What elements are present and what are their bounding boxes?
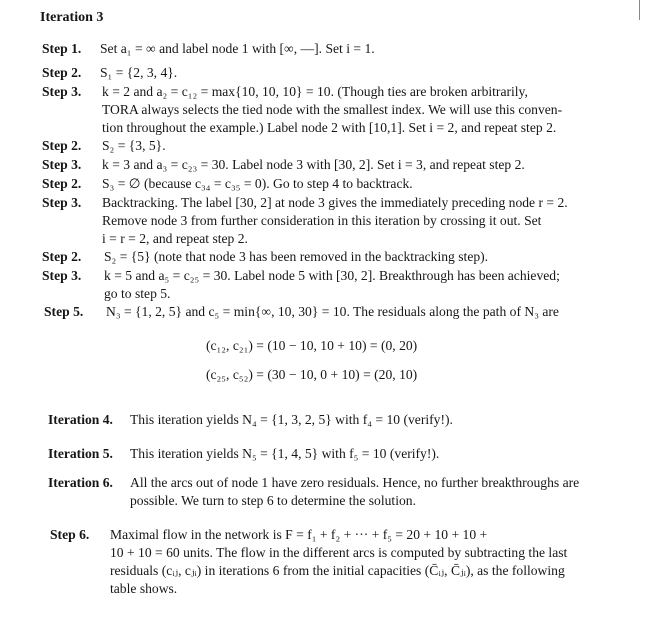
- step-block: [42, 175, 622, 193]
- step-line: Backtracking. The label [30, 2] at node 3 gives the immediately preceding node r = 2.: [102, 195, 568, 210]
- step-block: [42, 40, 622, 58]
- step-text: [102, 194, 622, 248]
- step-text: [104, 248, 622, 266]
- iteration-label: Iteration 5.: [48, 446, 113, 461]
- page-edge-rule: [639, 0, 640, 20]
- step-text: [104, 267, 624, 303]
- step-label: Step 3.: [42, 195, 82, 210]
- step-block: [42, 64, 622, 82]
- step-block: [42, 156, 622, 174]
- step-text: [102, 156, 622, 174]
- step-block: [42, 194, 622, 248]
- iteration-label: Iteration 6.: [48, 475, 113, 490]
- step-line: S₃ = ∅ (because c₃₄ = c₃₅ = 0). Go to step 4 to backtrack.: [102, 176, 413, 191]
- iteration-block: [48, 411, 616, 429]
- final-step-line: residuals (cᵢⱼ, cⱼᵢ) in iterations 6 from the initial capacities (C̄ᵢⱼ, C̄ⱼᵢ), as the following: [110, 563, 565, 578]
- step-line: N₃ = {1, 2, 5} and c₅ = min{∞, 10, 30} = 10. The residuals along the path of N₃ are: [106, 304, 559, 319]
- iteration-block: [48, 474, 616, 510]
- final-step-text: [110, 526, 618, 598]
- step-text: [102, 83, 622, 137]
- iteration-text: [130, 445, 616, 463]
- final-step-block: [50, 526, 618, 598]
- step-block: [42, 137, 622, 155]
- step-line: go to step 5.: [104, 286, 171, 301]
- step-text: [100, 40, 622, 58]
- step-text: [102, 175, 622, 193]
- step-line: k = 2 and a₂ = c₁₂ = max{10, 10, 10} = 10. (Though ties are broken arbitrarily,: [102, 84, 528, 99]
- residual-equation: (c₂₅, c₅₂) = (30 − 10, 0 + 10) = (20, 10): [206, 367, 418, 382]
- step-line: S₂ = {5} (note that node 3 has been removed in the backtracking step).: [104, 249, 489, 264]
- iteration-line: All the arcs out of node 1 have zero residuals. Hence, no further breakthroughs are: [130, 475, 580, 490]
- step-label: Step 2.: [42, 249, 82, 264]
- step-block: [42, 248, 622, 266]
- step-line: k = 5 and a₅ = c₂₅ = 30. Label node 5 with [30, 2]. Breakthrough has been achieved;: [104, 268, 560, 283]
- step-block: [42, 267, 624, 303]
- iteration-block: [48, 445, 616, 463]
- final-step-line: 10 + 10 = 60 units. The flow in the different arcs is computed by subtracting the last: [110, 545, 568, 560]
- step-line: tion throughout the example.) Label node 2 with [10,1]. Set i = 2, and repeat step 2.: [102, 120, 557, 135]
- step-line: S₂ = {3, 5}.: [102, 138, 166, 153]
- iteration-text: [130, 411, 616, 429]
- step-block: [42, 83, 622, 137]
- step-line: Remove node 3 from further consideration in this iteration by crossing it out. Set: [102, 213, 542, 228]
- step-line: i = r = 2, and repeat step 2.: [102, 231, 248, 246]
- iteration-line: This iteration yields N₄ = {1, 3, 2, 5} with f₄ = 10 (verify!).: [130, 412, 453, 427]
- final-step-line: table shows.: [110, 581, 178, 596]
- step-line: Set a₁ = ∞ and label node 1 with [∞, —]. Set i = 1.: [100, 41, 375, 56]
- final-step-line: Maximal flow in the network is F = f₁ + f₂ + ··· + f₅ = 20 + 10 + 10 +: [110, 527, 488, 542]
- step-line: TORA always selects the tied node with the smallest index. We will use this conven-: [102, 102, 563, 117]
- iteration-text: [130, 474, 616, 510]
- step-line: S₁ = {2, 3, 4}.: [100, 65, 178, 80]
- step-label: Step 2.: [42, 138, 82, 153]
- iteration-line: possible. We turn to step 6 to determine the solution.: [130, 493, 416, 508]
- step-text: [100, 64, 622, 82]
- step-text: [106, 303, 626, 321]
- iteration-line: This iteration yields N₅ = {1, 4, 5} with f₅ = 10 (verify!).: [130, 446, 440, 461]
- iteration-label: Iteration 4.: [48, 412, 113, 427]
- step-label: Step 2.: [42, 176, 82, 191]
- section-heading: Iteration 3: [40, 10, 104, 25]
- step-block: [44, 303, 626, 321]
- residual-equation: (c₁₂, c₂₁) = (10 − 10, 10 + 10) = (0, 20): [206, 338, 418, 353]
- step-label: Step 3.: [42, 268, 82, 283]
- step-label: Step 3.: [42, 157, 82, 172]
- step-label: Step 5.: [44, 304, 84, 319]
- step-label: Step 1.: [42, 41, 82, 56]
- step-label: Step 3.: [42, 84, 82, 99]
- step-text: [102, 137, 622, 155]
- final-step-label: Step 6.: [50, 527, 90, 542]
- step-line: k = 3 and a₃ = c₂₃ = 30. Label node 3 with [30, 2]. Set i = 3, and repeat step 2.: [102, 157, 525, 172]
- step-label: Step 2.: [42, 65, 82, 80]
